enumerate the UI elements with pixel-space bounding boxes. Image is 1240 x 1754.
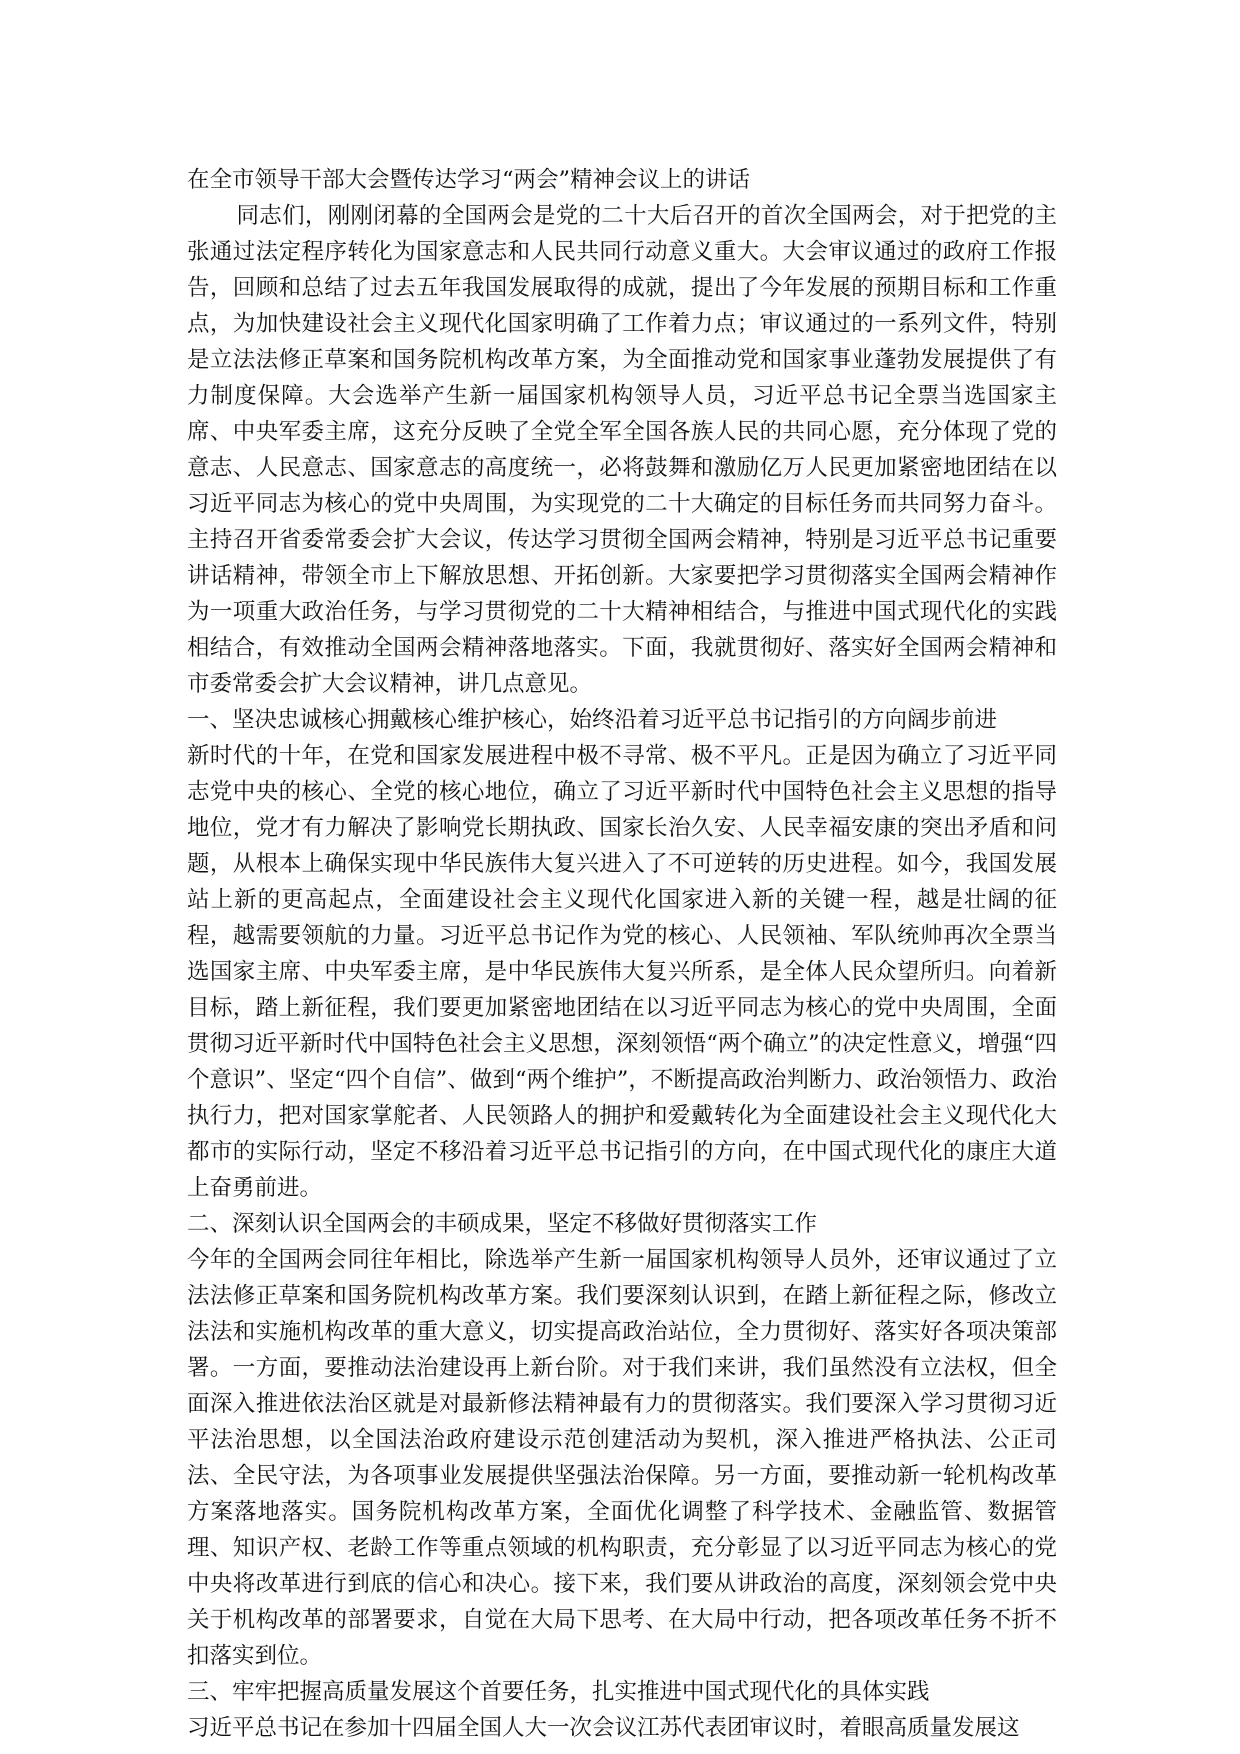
section-1-heading: 一、坚决忠诚核心拥戴核心维护核心，始终沿着习近平总书记指引的方向阔步前进 [187, 707, 998, 733]
document-page [187, 162, 1057, 1746]
section-2-paragraph: 今年的全国两会同往年相比，除选举产生新一届国家机构领导人员外，还审议通过了立法法修正草案和国务院机构改革方案。我们要深刻认识到，在踏上新征程之际，修改立法法和实施机构改革的重大意义，切实提高政治站位，全力贯彻好、落实好各项决策部署。一方面，要推动法治建设再上新台阶。对于我们来讲，我们虽然没有立法权，但全面深入推进依法治区就是对最新修法精神最有力的贯彻落实。我们要深入学习贯彻习近平法治思想，以全国法治政府建设示范创建活动为契机，深入推进严格执法、公正司法、全民守法，为各项事业发展提供坚强法治保障。另一方面，要推动新一轮机构改革方案落地落实。国务院机构改革方案，全面优化调整了科学技术、金融监管、数据管理、知识产权、老龄工作等重点领域的机构职责，充分彰显了以习近平同志为核心的党中央将改革进行到底的信心和决心。接下来，我们要从讲政治的高度，深刻领会党中央关于机构改革的部署要求，自觉在大局下思考、在大局中行动，把各项改革任务不折不扣落实到位。 [187, 1247, 1057, 1669]
section-3-heading: 三、牢牢把握高质量发展这个首要任务，扎实推进中国式现代化的具体实践 [187, 1679, 930, 1705]
section-3-paragraph: 习近平总书记在参加十四届全国人大一次会议江苏代表团审议时，着眼高质量发展这 [187, 1715, 1020, 1741]
intro-paragraph: 同志们，刚刚闭幕的全国两会是党的二十大后召开的首次全国两会，对于把党的主张通过法定程序转化为国家意志和人民共同行动意义重大。大会审议通过的政府工作报告，回顾和总结了过去五年我国发展取得的成就，提出了今年发展的预期目标和工作重点，为加快建设社会主义现代化国家明确了工作着力点；审议通过的一系列文件，特别是立法法修正草案和国务院机构改革方案，为全面推动党和国家事业蓬勃发展提供了有力制度保障。大会选举产生新一届国家机构领导人员，习近平总书记全票当选国家主席、中央军委主席，这充分反映了全党全军全国各族人民的共同心愿，充分体现了党的意志、人民意志、国家意志的高度统一，必将鼓舞和激励亿万人民更加紧密地团结在以习近平同志为核心的党中央周围，为实现党的二十大确定的目标任务而共同努力奋斗。主持召开省委常委会扩大会议，传达学习贯彻全国两会精神，特别是习近平总书记重要讲话精神，带领全市上下解放思想、开拓创新。大家要把学习贯彻落实全国两会精神作为一项重大政治任务，与学习贯彻党的二十大精神相结合，与推进中国式现代化的实践相结合，有效推动全国两会精神落地落实。下面，我就贯彻好、落实好全国两会精神和市委常委会扩大会议精神，讲几点意见。 [187, 203, 1057, 697]
section-2-heading: 二、深刻认识全国两会的丰硕成果，坚定不移做好贯彻落实工作 [187, 1211, 818, 1237]
document-title: 在全市领导干部大会暨传达学习“两会”精神会议上的讲话 [187, 167, 751, 193]
section-1-paragraph: 新时代的十年，在党和国家发展进程中极不寻常、极不平凡。正是因为确立了习近平同志党中央的核心、全党的核心地位，确立了习近平新时代中国特色社会主义思想的指导地位，党才有力解决了影响党长期执政、国家长治久安、人民幸福安康的突出矛盾和问题，从根本上确保实现中华民族伟大复兴进入了不可逆转的历史进程。如今，我国发展站上新的更高起点，全面建设社会主义现代化国家进入新的关键一程，越是壮阔的征程，越需要领航的力量。习近平总书记作为党的核心、人民领袖、军队统帅再次全票当选国家主席、中央军委主席，是中华民族伟大复兴所系，是全体人民众望所归。向着新目标，踏上新征程，我们要更加紧密地团结在以习近平同志为核心的党中央周围，全面贯彻习近平新时代中国特色社会主义思想，深刻领悟“两个确立”的决定性意义，增强“四个意识”、坚定“四个自信”、做到“两个维护”，不断提高政治判断力、政治领悟力、政治执行力，把对国家掌舵者、人民领路人的拥护和爱戴转化为全面建设社会主义现代化大都市的实际行动，坚定不移沿着习近平总书记指引的方向，在中国式现代化的康庄大道上奋勇前进。 [187, 743, 1057, 1201]
